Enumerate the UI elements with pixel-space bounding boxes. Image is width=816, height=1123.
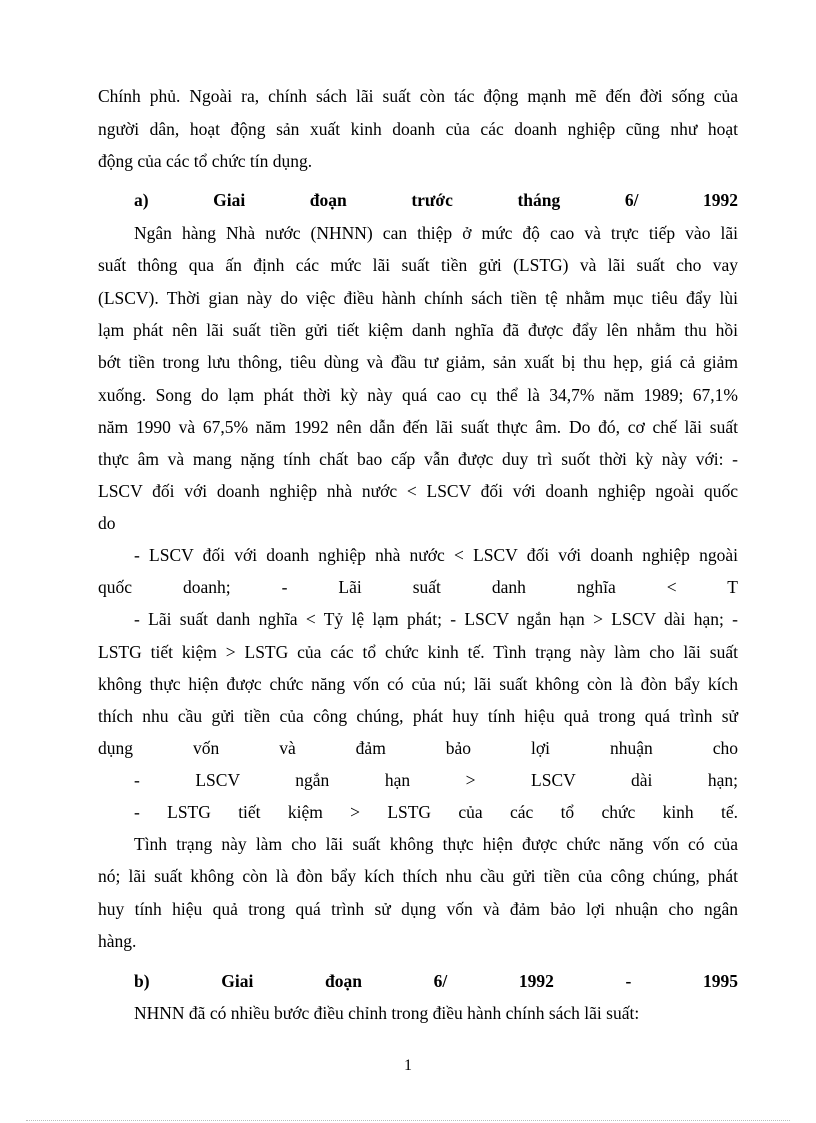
body-text-line: suất thông qua ấn định các mức lãi suất tiền gửi (LSTG) và lãi suất cho vay <box>98 255 738 275</box>
body-text-line: thích nhu cầu gửi tiền của công chúng, phát huy tính hiệu quả trong quá trình sử <box>98 706 738 726</box>
body-text-line: - LSTG tiết kiệm > LSTG của các tổ chức kinh tế. <box>134 802 738 822</box>
body-text-line: dụng vốn và đảm bảo lợi nhuận cho <box>98 738 738 758</box>
body-text-line: do <box>98 513 116 533</box>
body-text-line: năm 1990 và 67,5% năm 1992 nên dẫn đến lãi suất thực âm. Do đó, cơ chế lãi suất <box>98 417 738 437</box>
body-text-line: - LSCV ngắn hạn > LSCV dài hạn; <box>134 770 738 790</box>
body-text-line: LSTG tiết kiệm > LSTG của các tổ chức kinh tế. Tình trạng này làm cho lãi suất <box>98 642 738 662</box>
body-text-line: NHNN đã có nhiều bước điều chỉnh trong điều hành chính sách lãi suất: <box>134 1003 640 1023</box>
body-text-line: xuống. Song do lạm phát thời kỳ này quá cao cụ thể là 34,7% năm 1989; 67,1% <box>98 385 738 405</box>
body-text-line: thực âm và mang nặng tính chất bao cấp vẫn được duy trì suốt thời kỳ này với: - <box>98 449 738 469</box>
section-heading-a: a) Giai đoạn trước tháng 6/ 1992 <box>134 190 738 210</box>
body-text-line: Ngân hàng Nhà nước (NHNN) can thiệp ở mức độ cao và trực tiếp vào lãi <box>134 223 738 243</box>
body-text-line: LSCV đối với doanh nghiệp nhà nước < LSCV đối với doanh nghiệp ngoài quốc <box>98 481 738 501</box>
body-text-line: người dân, hoạt động sản xuất kinh doanh của các doanh nghiệp cũng như hoạt <box>98 119 738 139</box>
body-text-line: nó; lãi suất không còn là đòn bẩy kích thích nhu cầu gửi tiền của công chúng, phát <box>98 866 738 886</box>
section-heading-b: b) Giai đoạn 6/ 1992 - 1995 <box>134 971 738 991</box>
body-text-line: bớt tiền trong lưu thông, tiêu dùng và đầu tư giảm, sản xuất bị thu hẹp, giá cả giảm <box>98 352 738 372</box>
body-text-line: huy tính hiệu quả trong quá trình sử dụng vốn và đảm bảo lợi nhuận cho ngân <box>98 899 738 919</box>
body-text-line: - LSCV đối với doanh nghiệp nhà nước < LSCV đối với doanh nghiệp ngoài <box>134 545 738 565</box>
body-text-line: (LSCV). Thời gian này do việc điều hành chính sách tiền tệ nhằm mục tiêu đẩy lùi <box>98 288 738 308</box>
body-text-line: động của các tổ chức tín dụng. <box>98 151 313 171</box>
page-bottom-divider <box>26 1120 790 1121</box>
body-text-line: Tình trạng này làm cho lãi suất không thực hiện được chức năng vốn có của <box>134 834 738 854</box>
body-text-line: lạm phát nên lãi suất tiền gửi tiết kiệm danh nghĩa đã được đẩy lên nhằm thu hồi <box>98 320 738 340</box>
body-text-line: - Lãi suất danh nghĩa < Tỷ lệ lạm phát; - LSCV ngắn hạn > LSCV dài hạn; - <box>134 609 738 629</box>
page-number: 1 <box>404 1057 412 1074</box>
body-text-line: hàng. <box>98 931 137 951</box>
body-text-line: Chính phủ. Ngoài ra, chính sách lãi suất còn tác động mạnh mẽ đến đời sống của <box>98 86 738 106</box>
body-text-line: không thực hiện được chức năng vốn có của nú; lãi suất không còn là đòn bẩy kích <box>98 674 738 694</box>
body-text-line: quốc doanh; - Lãi suất danh nghĩa < T <box>98 577 738 597</box>
